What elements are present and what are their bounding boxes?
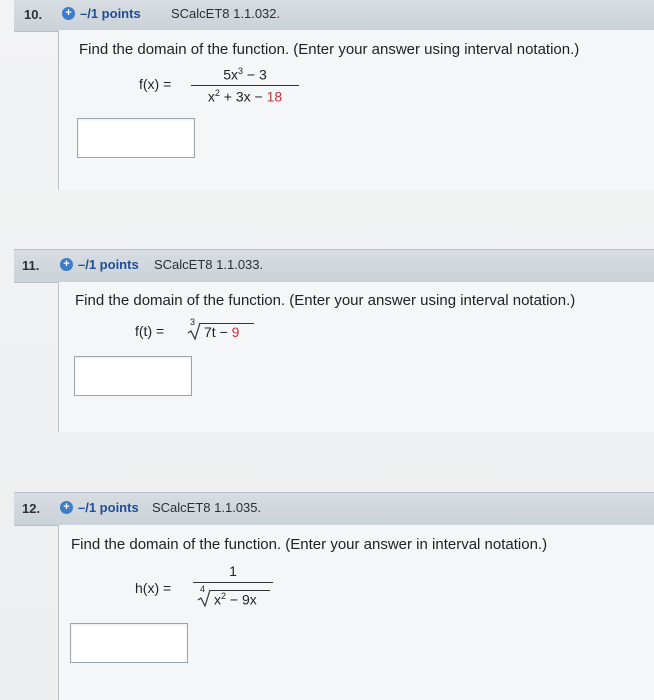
cube-root: 3 7t − 9 [187, 318, 267, 342]
function-fraction [191, 66, 299, 110]
function-lhs: h(x) = [135, 580, 172, 596]
question-reference: SCalcET8 1.1.033. [154, 257, 264, 272]
question-12-header [14, 492, 654, 526]
question-number: 12. [22, 501, 41, 516]
question-number: 11. [22, 258, 40, 273]
radical-sign-icon [187, 322, 201, 340]
question-10-body [58, 30, 654, 190]
question-prompt: Find the domain of the function. (Enter your answer in interval notation.) [71, 536, 548, 553]
answer-input[interactable] [70, 623, 188, 663]
points-label: –/1 points [80, 6, 141, 21]
answer-input[interactable] [77, 118, 195, 158]
question-11-header [14, 249, 654, 283]
points-label: –/1 points [78, 257, 139, 272]
fraction-numerator: 1 [229, 563, 237, 579]
question-prompt: Find the domain of the function. (Enter your answer using interval notation.) [75, 292, 576, 309]
fraction-bar [191, 85, 299, 86]
question-prompt: Find the domain of the function. (Enter your answer using interval notation.) [79, 41, 580, 58]
expand-plus-icon[interactable]: + [62, 7, 75, 20]
answer-input[interactable] [74, 356, 192, 396]
expand-plus-icon[interactable]: + [60, 258, 73, 271]
expand-plus-icon[interactable]: + [60, 501, 73, 514]
fraction-bar [193, 582, 273, 583]
question-10-header [14, 0, 654, 32]
function-fraction [193, 563, 273, 611]
question-reference: SCalcET8 1.1.032. [171, 6, 281, 21]
function-lhs: f(t) = [135, 323, 165, 339]
question-number: 10. [24, 7, 43, 22]
function-lhs: f(x) = [139, 76, 172, 92]
fourth-root: 4 $x^2 - 9x$ [197, 585, 273, 609]
question-12-body [58, 525, 654, 700]
question-11-body [58, 282, 654, 432]
points-label: –/1 points [78, 500, 139, 515]
fraction-denominator: $x^2 + 3x - 18$ [207, 88, 283, 105]
radical-sign-icon [197, 589, 211, 607]
fraction-numerator: $5x^3 - 3$ [223, 66, 267, 83]
question-reference: SCalcET8 1.1.035. [152, 500, 262, 515]
